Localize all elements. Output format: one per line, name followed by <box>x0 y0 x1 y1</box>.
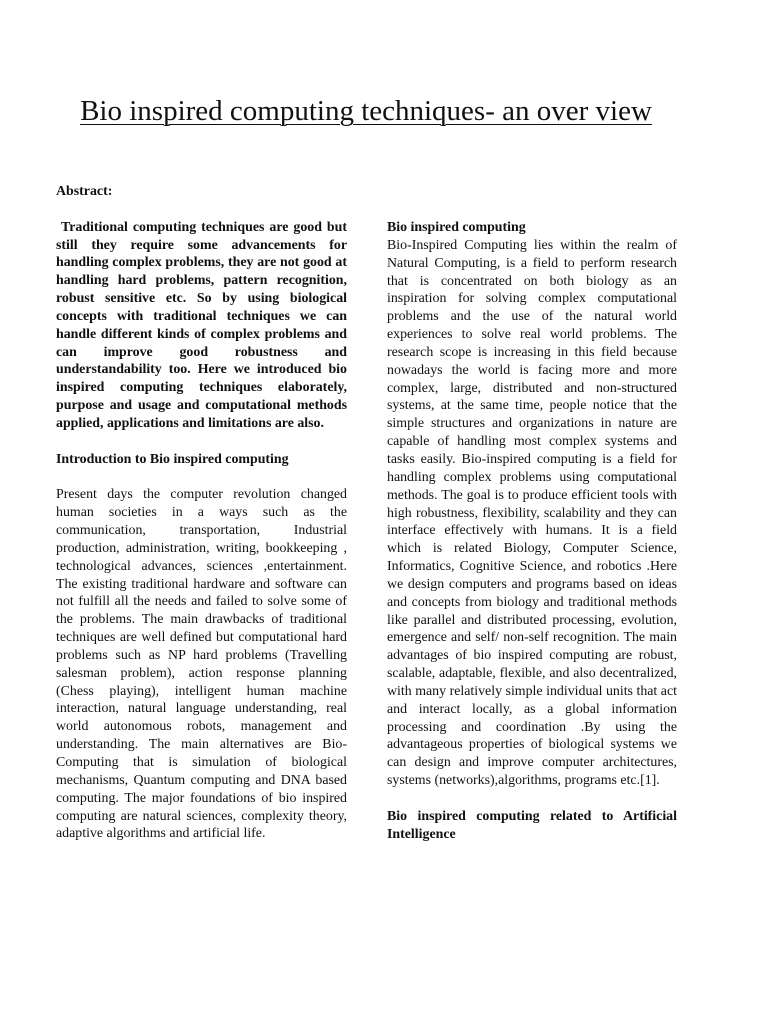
intro-heading: Introduction to Bio inspired computing <box>56 451 289 467</box>
left-column <box>56 183 347 843</box>
document-title: Bio inspired computing techniques- an over view <box>80 95 652 127</box>
intro-text: Present days the computer revolution changed human societies in a ways such as the communication, transportation, Industrial production, administration, writing, bookkeeping , technological advances, sciences ,entertainment. The existing traditional hardware and software can not fulfill all the needs and failed to solve some of the problems. The main drawbacks of traditional techniques are well defined but computational hard problems such as NP hard problems (Travelling salesman problem), action response planning (Chess playing), intelligent human machine interaction, natural language understanding, real world autonomous robots, management and understanding. The main alternatives are Bio-Computing that is simulation of biological mechanisms, Quantum computing and DNA based computing. The major foundations of bio inspired computing are natural sciences, complexity theory, adaptive algorithms and artificial life. <box>56 487 347 842</box>
bic-heading: Bio inspired computing <box>387 220 526 235</box>
abstract-heading: Abstract: <box>56 184 113 199</box>
right-column <box>387 219 677 844</box>
abstract-text: Traditional computing techniques are good but still they require some advancements for handling complex problems, they are not good at handling hard problems, pattern recognition, robust sensitive etc. So by using biological concepts with traditional techniques we can handle different kinds of complex problems and can improve good robustness and understandability too. Here we introduced bio inspired computing techniques elaborately, purpose and usage and computational methods applied, applications and limitations are also. <box>56 219 347 431</box>
bic-text: Bio-Inspired Computing lies within the realm of Natural Computing, is a field to perform research that is concentrated on both biology as an inspiration for solving complex computational problems and the use of the natural world experiences to solve real world problems. The research scope is increasing in this field because nowadays the world is facing more and more complex, large, distributed and non-structured systems, at the same time, people notice that the simple structures and organizations in nature are capable of handling most complex systems and tasks easily. Bio-inspired computing is a field for handling complex problems using computational methods. The goal is to produce efficient tools with high robustness, flexibility, scalability and they can interface effectively with humans. It is a field which is related Biology, Computer Science, Informatics, Cognitive Science, and robotics .Here we design computers and programs based on ideas and concepts from biology and traditional methods like parallel and distributed processing, evolution, emergence and self/ non-self recognition. The main advantages of bio inspired computing are robust, scalable, adaptable, flexible, and also decentralized, with many relatively simple individual units that act and interact locally, as a global information processing and coordination .By using the advantageous properties of biological systems we can design and improve computer architectures, systems (networks),algorithms, programs etc.[1]. <box>387 237 677 789</box>
ai-heading: Bio inspired computing related to Artificial Intelligence <box>387 808 677 842</box>
